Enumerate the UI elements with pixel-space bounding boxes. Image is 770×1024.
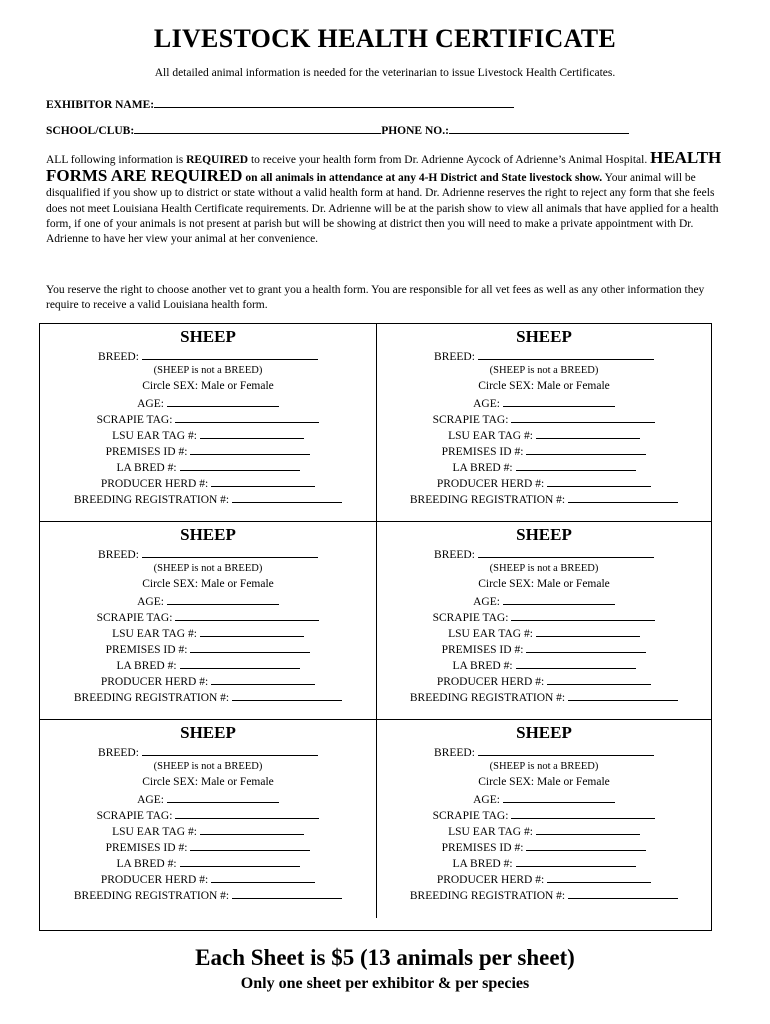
sheep-card-registration-row [40,690,376,704]
exhibitor-name-field[interactable] [154,96,514,108]
vet-choice-paragraph: You reserve the right to choose another vet to grant you a health form. You are responsible for all vet fees as well as any other information they require to receive a valid Louisiana health form. [46,284,705,312]
sheep-card-breed-note-row [377,365,711,376]
sheep-card-sex-row [40,578,376,590]
sheep-card-registration-field[interactable] [568,690,678,701]
sheep-card-breed-label: BREED: [434,747,475,759]
sheep-card-producer-label: PRODUCER HERD #: [436,478,545,490]
sheep-card-sex-label: Circle SEX: Male or Female [478,578,610,590]
sheep-card-breed-row [40,745,376,759]
sheep-card-breed-note-label: (SHEEP is not a BREED) [489,563,599,574]
sheep-card-breed-note-row [40,761,376,772]
sheep-card-breed-note-row [377,563,711,574]
sheep-card-producer-field[interactable] [547,872,651,883]
sheep-card-scrapie-row [377,412,711,426]
sheep-card-la-bred-label: LA BRED #: [452,858,513,870]
sheep-card-scrapie-row [40,808,376,822]
sheep-card-producer-row [40,872,376,886]
sheep-card-breed-note-row [40,365,376,376]
instructions-text: Your animal will be disqualified if you show up to district or state without a valid health form at hand. Dr. Adrienne reserves the right to reject any form that she feels does not meet Louisiana Health Certificate requirements. Dr. Adrienne will be at the parish show to view all animals that have applied for a health form, if one of your animals is not present at parish but will be showing at district then you will need to make a private appointment with Dr. Adrienne to have her view your animal at her convenience. [46,172,719,246]
sheep-card-age-label: AGE: [473,398,500,410]
sheep-card-sex-label: Circle SEX: Male or Female [478,380,610,392]
sheep-card-producer-label: PRODUCER HERD #: [436,676,545,688]
sheep-card-la-bred-row [377,658,711,672]
sheep-card-lsu-label: LSU EAR TAG #: [112,628,197,640]
page-title: LIVESTOCK HEALTH CERTIFICATE [153,24,617,53]
sheep-card-registration-label: BREEDING REGISTRATION #: [73,890,230,902]
sheep-card-la-bred-label: LA BRED #: [116,462,177,474]
sheep-card-sex-row [40,776,376,788]
page-subtitle: All detailed animal information is needed for the veterinarian to issue Livestock Health Certificates. [154,67,616,79]
sheep-card-lsu-field[interactable] [200,428,304,439]
sheep-card-scrapie-label: SCRAPIE TAG: [432,612,509,624]
sheep-card-producer-field[interactable] [211,476,315,487]
school-phone-row [46,122,629,137]
sheep-card-registration-row [377,492,711,506]
sheep-card-producer-label: PRODUCER HERD #: [100,874,209,886]
sheet-price: Each Sheet is $5 (13 animals per sheet) [195,945,575,970]
sheep-card-sex-row [377,578,711,590]
sheep-card-la-bred-field[interactable] [516,856,636,867]
sheep-card-breed-field[interactable] [478,547,654,558]
sheep-card-premises-row [40,642,376,656]
sheep-card-breed-note-row [40,563,376,574]
sheep-card-lsu-row [377,626,711,640]
sheep-card-scrapie-label: SCRAPIE TAG: [432,414,509,426]
sheep-card-registration-row [40,492,376,506]
sheep-card-breed-note-label: (SHEEP is not a BREED) [489,761,599,772]
sheep-card-age-row [40,792,376,806]
sheep-card-lsu-row [40,626,376,640]
sheep-card-breed-note-label: (SHEEP is not a BREED) [489,365,599,376]
sheep-card-lsu-field[interactable] [200,626,304,637]
sheep-card-registration-label: BREEDING REGISTRATION #: [409,692,566,704]
sheep-card-premises-field[interactable] [526,642,646,653]
school-club-field[interactable] [134,122,381,134]
sheep-card-premises-field[interactable] [190,444,310,455]
school-club-label: SCHOOL/CLUB: [46,125,135,137]
sheep-card-lsu-field[interactable] [200,824,304,835]
sheep-card-lsu-row [377,824,711,838]
sheep-card-breed-field[interactable] [142,349,318,360]
sheep-card-age-label: AGE: [137,596,164,608]
sheep-card-age-field[interactable] [167,594,279,605]
sheep-card-sex-row [377,380,711,392]
sheep-card-age-row [377,594,711,608]
sheep-card-sex-label: Circle SEX: Male or Female [478,776,610,788]
sheep-card-breed-field[interactable] [478,745,654,756]
sheep-card-la-bred-row [377,856,711,870]
sheep-card-la-bred-field[interactable] [516,460,636,471]
sheep-card-registration-field[interactable] [232,888,342,899]
instructions-paragraph [46,150,726,247]
required-emphasis: REQUIRED [186,154,249,166]
sheep-card-lsu-label: LSU EAR TAG #: [448,826,533,838]
sheep-card-lsu-row [377,428,711,442]
sheep-card-producer-row [377,476,711,490]
sheep-card-premises-field[interactable] [526,840,646,851]
sheep-card-title: SHEEP [516,525,572,544]
sheep-card-age-field[interactable] [167,792,279,803]
sheep-card-breed-row [377,745,711,759]
sheep-card-breed-field[interactable] [478,349,654,360]
sheep-card-lsu-label: LSU EAR TAG #: [448,628,533,640]
sheep-card-la-bred-label: LA BRED #: [452,462,513,474]
sheep-card-breed-row [377,547,711,561]
sheep-card-registration-label: BREEDING REGISTRATION #: [409,494,566,506]
sheep-card-la-bred-row [40,856,376,870]
sheep-card-lsu-label: LSU EAR TAG #: [112,430,197,442]
sheep-card-5 [40,720,376,918]
sheep-card-premises-label: PREMISES ID #: [105,446,188,458]
sheep-card-breed-row [40,349,376,363]
sheep-card-lsu-label: LSU EAR TAG #: [112,826,197,838]
sheep-card-scrapie-label: SCRAPIE TAG: [432,810,509,822]
sheep-card-scrapie-field[interactable] [175,808,319,819]
sheep-card-title: SHEEP [180,723,236,742]
sheep-card-la-bred-row [40,658,376,672]
exhibitor-name-label: EXHIBITOR NAME: [46,99,155,111]
sheep-card-breed-label: BREED: [98,351,139,363]
sheep-card-premises-row [40,444,376,458]
sheep-card-producer-field[interactable] [547,476,651,487]
sheep-card-lsu-row [40,428,376,442]
sheep-card-scrapie-field[interactable] [175,412,319,423]
sheep-card-registration-row [377,690,711,704]
sheep-card-registration-label: BREEDING REGISTRATION #: [73,494,230,506]
sheep-card-registration-label: BREEDING REGISTRATION #: [73,692,230,704]
sheep-card-producer-row [40,674,376,688]
sheep-card-age-row [40,594,376,608]
sheep-card-lsu-field[interactable] [536,824,640,835]
sheep-card-premises-label: PREMISES ID #: [441,644,524,656]
sheep-card-premises-row [377,840,711,854]
sheep-card-scrapie-row [40,412,376,426]
sheep-card-premises-field[interactable] [526,444,646,455]
sheep-card-producer-field[interactable] [211,674,315,685]
sheep-card-registration-field[interactable] [232,492,342,503]
phone-label: PHONE NO.: [381,125,449,137]
sheep-card-age-row [377,792,711,806]
sheep-card-sex-label: Circle SEX: Male or Female [142,578,274,590]
sheep-card-6 [376,720,711,918]
sheep-card-age-label: AGE: [137,398,164,410]
sheep-card-4 [376,522,711,720]
sheep-card-breed-label: BREED: [98,747,139,759]
sheep-card-1 [40,324,376,522]
sheep-card-producer-row [40,476,376,490]
sheep-card-registration-field[interactable] [568,888,678,899]
sheep-card-breed-label: BREED: [434,351,475,363]
sheep-card-premises-label: PREMISES ID #: [105,842,188,854]
sheep-card-breed-row [40,547,376,561]
sheep-card-premises-field[interactable] [190,642,310,653]
sheep-card-producer-row [377,674,711,688]
sheep-card-title: SHEEP [516,723,572,742]
sheep-card-registration-field[interactable] [568,492,678,503]
sheep-card-premises-label: PREMISES ID #: [441,842,524,854]
sheep-card-age-field[interactable] [167,396,279,407]
health-forms-required-emphasis: HEALTH FORMS ARE REQUIRED [46,148,722,186]
sheep-card-lsu-row [40,824,376,838]
sheep-card-premises-row [40,840,376,854]
sheep-card-producer-label: PRODUCER HERD #: [100,478,209,490]
sheep-card-scrapie-label: SCRAPIE TAG: [96,612,173,624]
sheep-card-la-bred-label: LA BRED #: [116,660,177,672]
sheep-card-producer-field[interactable] [211,872,315,883]
sheep-card-breed-note-label: (SHEEP is not a BREED) [153,761,263,772]
sheep-card-sex-label: Circle SEX: Male or Female [142,776,274,788]
sheep-card-3 [40,522,376,720]
sheep-card-producer-row [377,872,711,886]
sheep-card-premises-row [377,642,711,656]
sheep-card-age-label: AGE: [137,794,164,806]
sheep-card-age-field[interactable] [503,792,615,803]
sheep-card-scrapie-label: SCRAPIE TAG: [96,414,173,426]
phone-field[interactable] [449,122,629,134]
sheep-card-scrapie-row [377,808,711,822]
sheet-limit: Only one sheet per exhibitor & per species [240,975,530,992]
sheep-card-lsu-field[interactable] [536,428,640,439]
sheep-card-title: SHEEP [180,327,236,346]
sheep-card-premises-row [377,444,711,458]
sheep-card-registration-label: BREEDING REGISTRATION #: [409,890,566,902]
sheep-card-age-label: AGE: [473,596,500,608]
sheep-card-registration-row [40,888,376,902]
sheep-card-breed-field[interactable] [142,547,318,558]
sheep-card-breed-note-row [377,761,711,772]
sheep-card-premises-label: PREMISES ID #: [105,644,188,656]
sheep-card-lsu-field[interactable] [536,626,640,637]
sheep-card-age-row [40,396,376,410]
sheep-card-la-bred-field[interactable] [516,658,636,669]
sheep-card-age-row [377,396,711,410]
sheep-card-breed-note-label: (SHEEP is not a BREED) [153,365,263,376]
sheep-card-producer-field[interactable] [547,674,651,685]
sheep-card-title: SHEEP [180,525,236,544]
sheep-card-la-bred-row [40,460,376,474]
sheep-card-breed-label: BREED: [98,549,139,561]
sheep-card-scrapie-row [40,610,376,624]
sheep-card-breed-field[interactable] [142,745,318,756]
sheep-card-breed-note-label: (SHEEP is not a BREED) [153,563,263,574]
sheep-card-scrapie-field[interactable] [511,412,655,423]
sheep-card-scrapie-label: SCRAPIE TAG: [96,810,173,822]
sheep-card-age-label: AGE: [473,794,500,806]
sheep-card-sex-label: Circle SEX: Male or Female [142,380,274,392]
sheep-card-sex-row [40,380,376,392]
instructions-text: ALL following information is [46,154,187,166]
sheep-card-la-bred-field[interactable] [180,460,300,471]
sheep-card-registration-row [377,888,711,902]
sheep-card-scrapie-field[interactable] [511,808,655,819]
sheep-card-title: SHEEP [516,327,572,346]
sheep-card-la-bred-label: LA BRED #: [452,660,513,672]
sheep-card-breed-label: BREED: [434,549,475,561]
sheep-card-premises-label: PREMISES ID #: [441,446,524,458]
sheep-card-producer-label: PRODUCER HERD #: [436,874,545,886]
sheep-card-scrapie-field[interactable] [511,610,655,621]
sheep-card-lsu-label: LSU EAR TAG #: [448,430,533,442]
sheep-card-producer-label: PRODUCER HERD #: [100,676,209,688]
exhibitor-name-row [46,96,514,111]
sheep-card-la-bred-row [377,460,711,474]
sheep-card-age-field[interactable] [503,396,615,407]
sheep-card-registration-field[interactable] [232,690,342,701]
attendance-emphasis: on all animals in attendance at any 4-H District and State livestock show. [242,172,603,185]
sheep-card-sex-row [377,776,711,788]
sheep-card-la-bred-field[interactable] [180,658,300,669]
sheep-card-2 [376,324,711,522]
sheep-card-scrapie-row [377,610,711,624]
instructions-text: to receive your health form from Dr. Adrienne Aycock of Adrienne’s Animal Hospital. [248,154,651,166]
sheep-card-breed-row [377,349,711,363]
sheep-card-premises-field[interactable] [190,840,310,851]
sheep-card-age-field[interactable] [503,594,615,605]
sheep-card-la-bred-field[interactable] [180,856,300,867]
sheep-card-la-bred-label: LA BRED #: [116,858,177,870]
sheep-card-scrapie-field[interactable] [175,610,319,621]
